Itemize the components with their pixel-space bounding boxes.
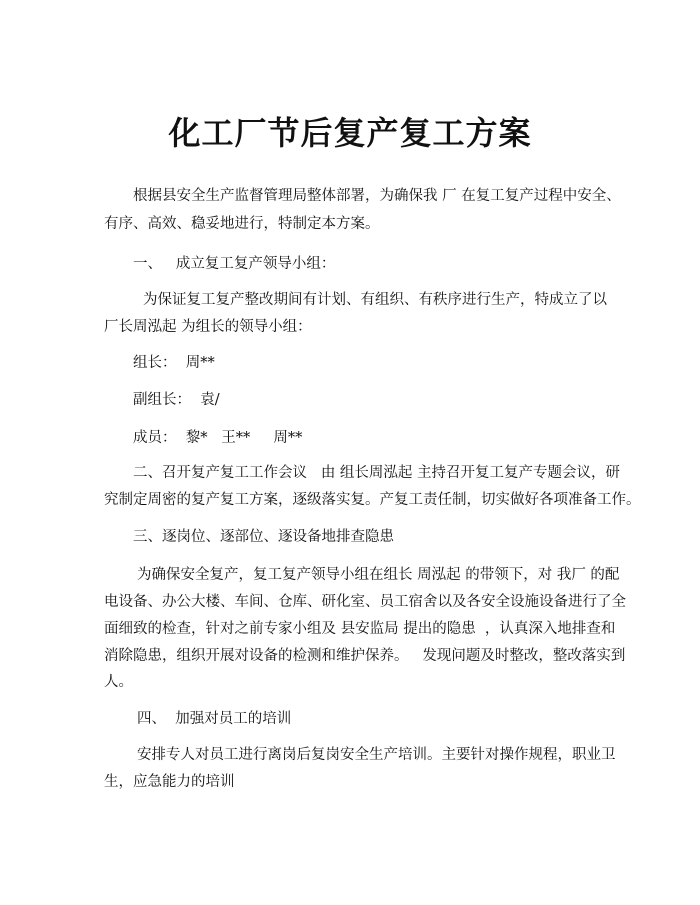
leader-line: 组长： 周**	[133, 355, 215, 371]
document-title: 化工厂节后复产复工方案	[168, 114, 532, 152]
section-1-heading: 一、 成立复工复产领导小组：	[133, 256, 336, 272]
section-3-paragraph-line-3: 面细致的检查，针对之前专家小组及 县安监局 提出的隐患 ，认真深入地排查和	[104, 621, 616, 637]
section-1-paragraph-line-1: 为保证复工复产整改期间有计划、有组织、有秩序进行生产，特成立了以	[143, 292, 607, 308]
section-4-heading: 四、 加强对员工的培训	[137, 711, 292, 727]
section-3-paragraph-line-4: 消除隐患，组织开展对设备的检测和维护保养。 发现问题及时整改，整改落实到	[104, 648, 626, 664]
section-3-paragraph-line-5: 人。	[104, 674, 133, 690]
section-3-paragraph-line-2: 电设备、办公大楼、车间、仓库、研化室、员工宿舍以及各安全设施设备进行了全	[104, 594, 626, 610]
section-1-paragraph-line-2: 厂长周泓起 为组长的领导小组：	[104, 319, 312, 335]
members-line: 成员： 黎* 王** 周**	[133, 430, 303, 446]
intro-line-1: 根据县安全生产监督管理局整体部署，为确保我 厂 在复工复产过程中安全、	[133, 188, 621, 204]
deputy-leader-line: 副组长： 袁/	[133, 392, 220, 408]
section-3-heading: 三、逐岗位、逐部位、逐设备地排查隐患	[133, 529, 394, 545]
intro-line-2: 有序、高效、稳妥地进行，特制定本方案。	[104, 216, 380, 232]
section-3-paragraph-line-1: 为确保安全复产，复工复产领导小组在组长 周泓起 的带领下，对 我厂 的配	[137, 567, 620, 583]
section-4-paragraph-line-2: 生，应急能力的培训	[104, 774, 235, 790]
section-2-line-1: 二、召开复产复工工作会议 由 组长周泓起 主持召开复工复产专题会议，研	[133, 465, 621, 481]
section-2-line-2: 究制定周密的复产复工方案，逐级落实复。产复工责任制，切实做好各项准备工作。	[104, 492, 641, 508]
section-4-paragraph-line-1: 安排专人对员工进行离岗后复岗安全生产培训。主要针对操作规程，职业卫	[137, 747, 616, 763]
